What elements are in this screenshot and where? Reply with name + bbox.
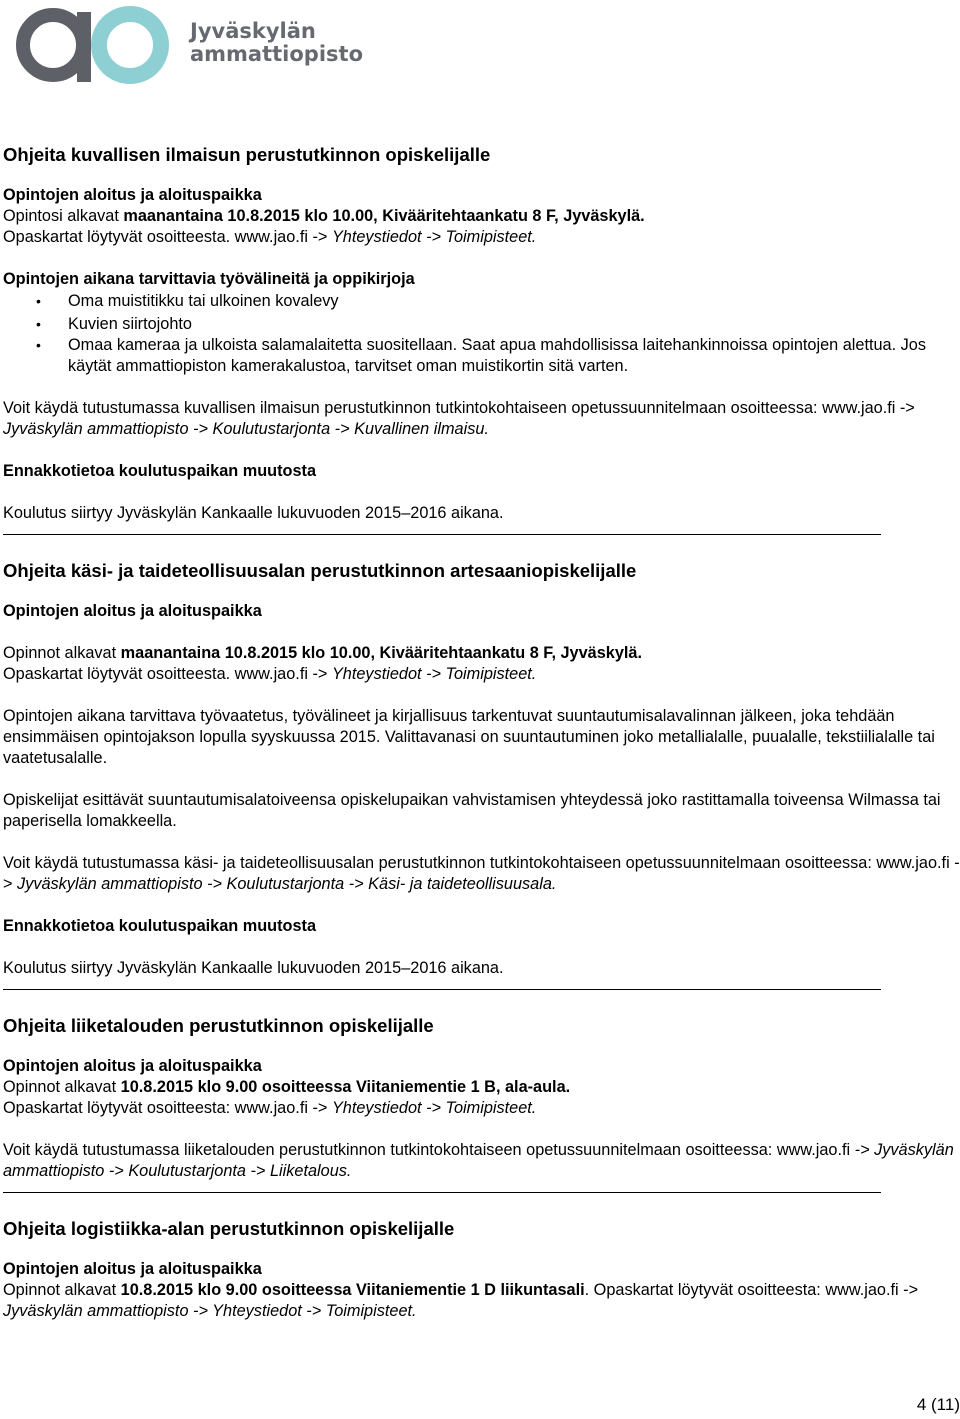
list-item: • Oma muistitikku tai ulkoinen kovalevy: [3, 290, 960, 313]
paragraph: Koulutus siirtyy Jyväskylän Kankaalle lukuvuoden 2015–2016 aikana.: [3, 504, 504, 522]
document-body: [3, 143, 960, 1322]
paragraph: Opiskelijat esittävät suuntautumisalatoiveensa opiskelupaikan vahvistamisen yhteydessä joko rastittamalla toiveensa Wilmassa tai paperisella lomakkeella.: [3, 791, 941, 830]
subheading: Opintojen aloitus ja aloituspaikka: [3, 186, 262, 204]
paragraph: Voit käydä tutustumassa käsi- ja taideteollisuusalan perustutkinnon tutkintokohtaiseen opetussuunnitelmaan osoitteessa: www.jao.fi -> Jyväskylän ammattiopisto -> Koulutustarjonta -> Käsi- ja taideteollisuusala.: [3, 854, 960, 893]
paragraph: Voit käydä tutustumassa liiketalouden perustutkinnon tutkintokohtaiseen opetussuunnitelmaan osoitteessa: www.jao.fi -> Jyväskylän ammattiopisto -> Koulutustarjonta -> Liiketalous.: [3, 1141, 954, 1180]
equipment-list: [3, 290, 960, 377]
paragraph: Opaskartat löytyvät osoitteesta: www.jao.fi -> Yhteystiedot -> Toimipisteet.: [3, 1099, 537, 1117]
paragraph: Opintosi alkavat maanantaina 10.8.2015 klo 10.00, Kivääritehtaankatu 8 F, Jyväskylä.: [3, 207, 645, 225]
section-title: Ohjeita liiketalouden perustutkinnon opiskelijalle: [3, 1015, 434, 1036]
paragraph: Opinnot alkavat 10.8.2015 klo 9.00 osoitteessa Viitaniementie 1 B, ala-aula.: [3, 1078, 571, 1096]
subheading: Opintojen aikana tarvittavia työvälineitä ja oppikirjoja: [3, 270, 415, 288]
subheading: Ennakkotietoa koulutuspaikan muutosta: [3, 917, 317, 935]
subheading: Ennakkotietoa koulutuspaikan muutosta: [3, 462, 317, 480]
paragraph: Opaskartat löytyvät osoitteesta. www.jao.fi -> Yhteystiedot -> Toimipisteet.: [3, 665, 537, 683]
subheading: Opintojen aloitus ja aloituspaikka: [3, 1057, 262, 1075]
logo-line-1: Jyväskylän: [190, 19, 316, 43]
paragraph: Opintojen aikana tarvittava työvaatetus, työvälineet ja kirjallisuus tarkentuvat suuntautumisalavalinnan jälkeen, joka tehdään ensimmäisen opintojakson lopulla syyskuussa 2015. Valittavanasi on suuntautuminen joko metallialalle, puualalle, tekstiilialalle tai vaatetusalalle.: [3, 707, 935, 767]
paragraph: Opinnot alkavat maanantaina 10.8.2015 klo 10.00, Kivääritehtaankatu 8 F, Jyväskylä.: [3, 644, 642, 662]
section-title: Ohjeita käsi- ja taideteollisuusalan perustutkinnon artesaaniopiskelijalle: [3, 560, 637, 581]
paragraph: Koulutus siirtyy Jyväskylän Kankaalle lukuvuoden 2015–2016 aikana.: [3, 959, 504, 977]
subheading: Opintojen aloitus ja aloituspaikka: [3, 602, 262, 620]
logo-wordmark: [190, 20, 363, 66]
list-item: • Omaa kameraa ja ulkoista salamalaitetta suositellaan. Saat apua mahdollisissa laitehankinnoissa opintojen alettua. Jos käytät ammattiopiston kamerakalustoa, tarvitset oman muistikortin sitä varten.: [3, 335, 960, 377]
subheading: Opintojen aloitus ja aloituspaikka: [3, 1260, 262, 1278]
logo-line-2: ammattiopisto: [190, 42, 364, 66]
list-item: • Kuvien siirtojohto: [3, 313, 960, 336]
paragraph: Opaskartat löytyvät osoitteesta. www.jao.fi -> Yhteystiedot -> Toimipisteet.: [3, 228, 537, 246]
page-number: 4 (11): [916, 1395, 960, 1414]
section-title: Ohjeita kuvallisen ilmaisun perustutkinnon opiskelijalle: [3, 144, 491, 165]
paragraph: Voit käydä tutustumassa kuvallisen ilmaisun perustutkinnon tutkintokohtaiseen opetussuunnitelmaan osoitteessa: www.jao.fi -> Jyväskylän ammattiopisto -> Koulutustarjonta -> Kuvallinen ilmaisu.: [3, 399, 915, 438]
section-title: Ohjeita logistiikka-alan perustutkinnon opiskelijalle: [3, 1218, 455, 1239]
paragraph: Opinnot alkavat 10.8.2015 klo 9.00 osoitteessa Viitaniementie 1 D liikuntasali. Opaskartat löytyvät osoitteesta: www.jao.fi -> Jyväskylän ammattiopisto -> Yhteystiedot -> Toimipisteet.: [3, 1281, 919, 1320]
